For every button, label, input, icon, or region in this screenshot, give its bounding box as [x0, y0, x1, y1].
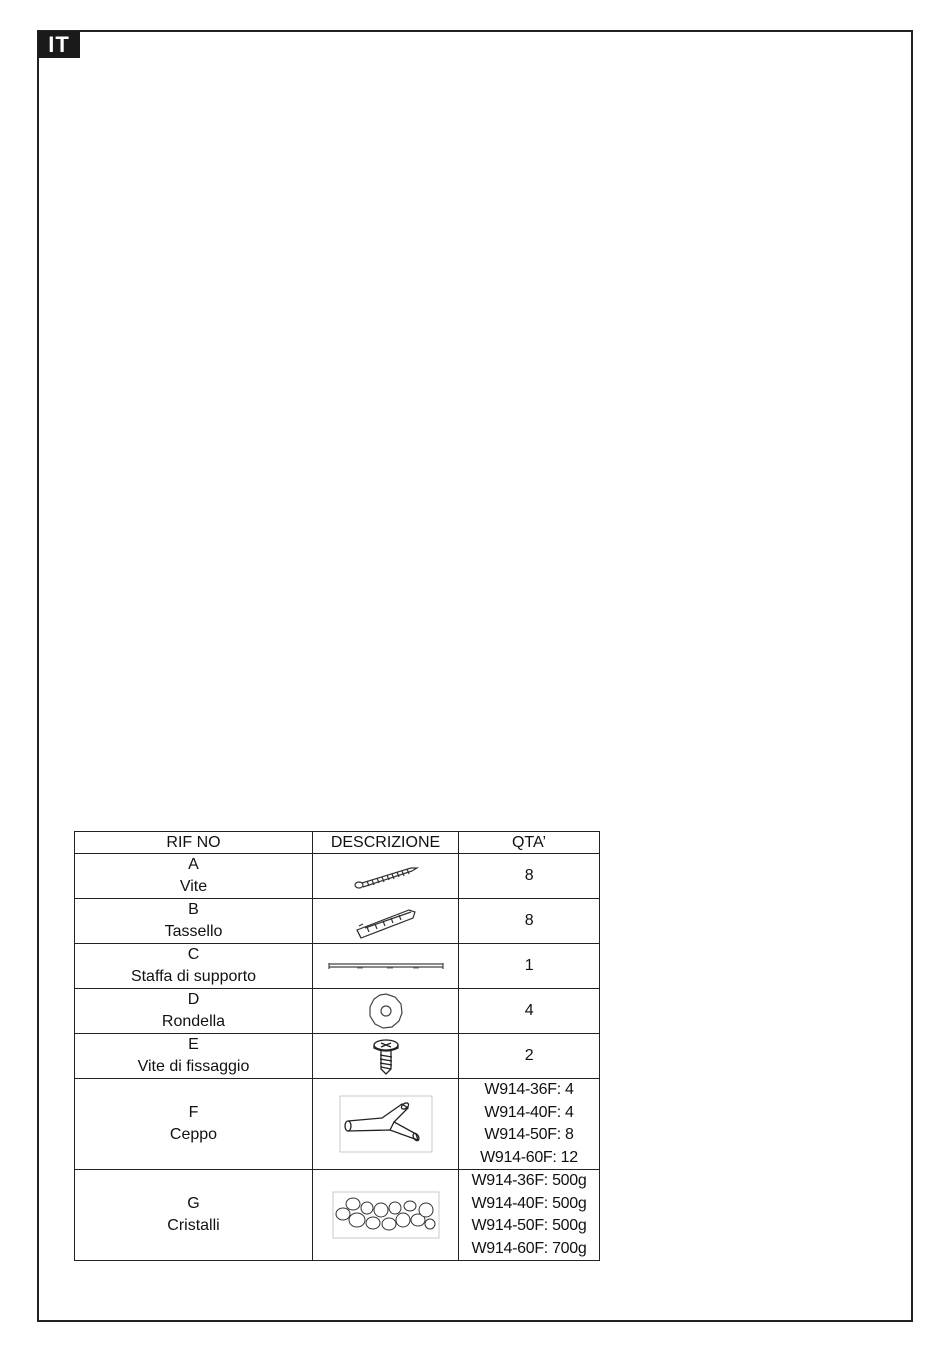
ref-letter: D: [187, 991, 200, 1008]
ref-cell: [75, 1079, 313, 1170]
table-row: [75, 899, 600, 944]
ref-letter: B: [188, 901, 199, 918]
ref-cell: [75, 944, 313, 989]
ref-cell: [75, 1170, 313, 1261]
image-cell: [313, 1170, 459, 1261]
quantity-value: W914-50F: 500g: [471, 1217, 587, 1234]
part-name: Rondella: [161, 1013, 226, 1030]
ref-letter: E: [188, 1036, 199, 1053]
quantity-value: W914-36F: 4: [484, 1081, 574, 1098]
part-name: Staffa di supporto: [130, 968, 257, 985]
part-name: Vite di fissaggio: [137, 1058, 250, 1075]
qty-cell: [459, 944, 600, 989]
fixing-screw-icon: [369, 1036, 403, 1076]
ref-letter: A: [188, 856, 199, 873]
quantity-value: W914-60F: 700g: [471, 1239, 587, 1257]
quantity-value: 8: [524, 911, 534, 929]
table-row: [75, 1170, 600, 1261]
washer-icon: [366, 991, 406, 1031]
quantity-value: W914-50F: 8: [484, 1126, 574, 1143]
qty-cell: [459, 899, 600, 944]
table-row: [75, 1079, 600, 1170]
image-cell: [313, 944, 459, 989]
image-cell: [313, 1079, 459, 1170]
image-cell: [313, 1034, 459, 1079]
ref-cell: [75, 1034, 313, 1079]
ref-cell: [75, 899, 313, 944]
ref-letter: G: [187, 1195, 200, 1212]
quantity-value: W914-60F: 12: [480, 1148, 578, 1166]
quantity-value: 4: [524, 1001, 534, 1019]
table-row: [75, 1034, 600, 1079]
image-cell: [313, 854, 459, 899]
parts-table: [74, 831, 600, 1261]
log-icon: [338, 1094, 434, 1154]
header-description: DESCRIZIONE: [313, 832, 459, 854]
header-quantity: QTA’: [459, 832, 600, 854]
table-row: [75, 989, 600, 1034]
wall-plug-icon: [351, 902, 421, 940]
quantity-value: 1: [524, 956, 534, 974]
qty-cell: [459, 1079, 600, 1170]
header-ref: RIF NO: [75, 832, 313, 854]
table-row: [75, 854, 600, 899]
part-name: Tassello: [164, 923, 223, 940]
long-screw-icon: [351, 859, 421, 893]
qty-cell: [459, 854, 600, 899]
table-row: [75, 944, 600, 989]
qty-cell: [459, 1170, 600, 1261]
quantity-value: W914-40F: 4: [484, 1103, 574, 1121]
ref-cell: [75, 989, 313, 1034]
qty-cell: [459, 1034, 600, 1079]
quantity-value: 8: [524, 866, 534, 884]
image-cell: [313, 899, 459, 944]
table-header-row: [75, 832, 600, 854]
quantity-value: W914-40F: 500g: [471, 1194, 587, 1212]
image-cell: [313, 989, 459, 1034]
ref-letter: F: [188, 1104, 199, 1121]
qty-cell: [459, 989, 600, 1034]
support-bracket-icon: [327, 958, 445, 974]
crystals-icon: [331, 1190, 441, 1240]
quantity-value: 2: [524, 1046, 534, 1064]
ref-cell: [75, 854, 313, 899]
language-badge: IT: [38, 31, 80, 58]
part-name: Ceppo: [169, 1126, 218, 1143]
ref-letter: C: [187, 946, 200, 963]
part-name: Cristalli: [167, 1217, 220, 1234]
part-name: Vite: [179, 878, 208, 895]
quantity-value: W914-36F: 500g: [471, 1172, 587, 1189]
